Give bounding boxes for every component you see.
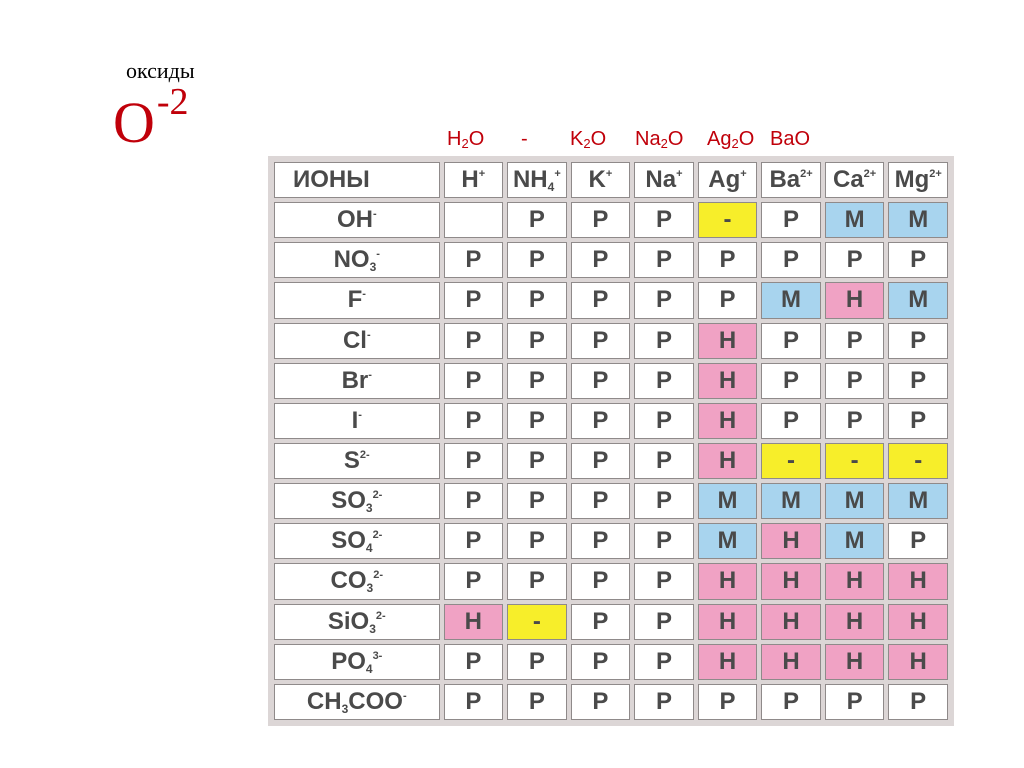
- formula-subscript: 3: [365, 501, 373, 516]
- formula-base: Na: [645, 166, 677, 194]
- solubility-cell: Н: [761, 604, 821, 640]
- table-row: [274, 242, 948, 278]
- solubility-cell: Н: [698, 403, 758, 439]
- formula-base: K: [588, 166, 606, 194]
- formula-subscript: 2: [660, 136, 668, 151]
- formula-charge: 2+: [800, 168, 813, 181]
- table-row: [274, 403, 948, 439]
- solubility-cell: Р: [507, 523, 567, 559]
- anion-header: [274, 443, 440, 479]
- solubility-cell: Р: [571, 403, 631, 439]
- solubility-cell: Р: [698, 282, 758, 318]
- formula-base: I: [351, 406, 359, 434]
- solubility-cell: Р: [634, 403, 694, 439]
- formula-base: NO: [333, 246, 370, 274]
- solubility-cell: Р: [571, 684, 631, 720]
- solubility-cell: М: [698, 523, 758, 559]
- solubility-cell: Р: [634, 282, 694, 318]
- formula-base: Ca: [832, 166, 864, 194]
- formula-subscript: 2: [583, 136, 591, 151]
- solubility-cell: Р: [634, 644, 694, 680]
- slide-subtitle: оксиды: [126, 58, 195, 83]
- formula-charge: -: [368, 368, 372, 381]
- solubility-cell: Н: [825, 282, 885, 318]
- solubility-cell: Р: [825, 323, 885, 359]
- formula-charge: 2-: [373, 569, 383, 582]
- formula-base: K: [570, 128, 584, 150]
- solubility-cell: Р: [698, 242, 758, 278]
- anion-header: [274, 483, 440, 519]
- solubility-cell: Н: [825, 644, 885, 680]
- formula-base: SiO: [327, 607, 370, 635]
- solubility-cell: Р: [761, 403, 821, 439]
- solubility-cell: Р: [507, 684, 567, 720]
- solubility-cell: Р: [761, 363, 821, 399]
- solubility-cell: Р: [507, 483, 567, 519]
- oxide-label: [635, 128, 683, 151]
- table-row: [274, 644, 948, 680]
- table-row: [274, 483, 948, 519]
- formula-charge: 3-: [372, 649, 383, 662]
- solubility-cell: Р: [507, 443, 567, 479]
- formula-base: NH: [512, 166, 548, 194]
- solubility-cell: Р: [571, 523, 631, 559]
- solubility-cell: Р: [507, 202, 567, 238]
- formula-tail: O: [590, 128, 607, 150]
- formula-subscript: 3: [369, 260, 377, 275]
- formula-base: -: [521, 128, 528, 150]
- solubility-cell: Р: [444, 483, 504, 519]
- cation-header: [825, 162, 885, 198]
- solubility-cell: М: [888, 282, 948, 318]
- solubility-table: [268, 156, 954, 726]
- table-row: [274, 323, 948, 359]
- formula-base: OH: [336, 206, 373, 234]
- anion-header: [274, 644, 440, 680]
- solubility-cell: Р: [507, 644, 567, 680]
- formula-base: PO: [331, 647, 366, 675]
- solubility-cell: Н: [698, 363, 758, 399]
- solubility-cell: Р: [634, 563, 694, 599]
- solubility-cell: Р: [444, 443, 504, 479]
- formula-charge: +: [605, 168, 613, 181]
- cation-header: [634, 162, 694, 198]
- solubility-cell: Р: [825, 684, 885, 720]
- formula-base: H: [447, 128, 462, 150]
- formula-base: CH: [306, 687, 342, 715]
- anion-header: [274, 282, 440, 318]
- formula-base: Na: [635, 128, 661, 150]
- formula-base: F: [347, 286, 363, 314]
- anion-header: [274, 242, 440, 278]
- formula-subscript: 4: [547, 180, 555, 195]
- solubility-cell: Р: [571, 202, 631, 238]
- solubility-cell: Р: [634, 483, 694, 519]
- solubility-cell: Р: [444, 363, 504, 399]
- formula-charge: 2+: [929, 168, 942, 181]
- formula-base: Br: [341, 366, 369, 394]
- anion-header: [274, 604, 440, 640]
- corner-cell: ИОНЫ: [274, 162, 440, 198]
- solubility-cell: Р: [444, 282, 504, 318]
- formula-base: SO: [331, 487, 366, 515]
- solubility-cell: -: [825, 443, 885, 479]
- solubility-cell: М: [825, 483, 885, 519]
- formula-charge: -: [402, 689, 407, 702]
- solubility-cell: М: [888, 483, 948, 519]
- solubility-cell: Р: [634, 523, 694, 559]
- anion-header: [274, 684, 440, 720]
- solubility-cell: Р: [634, 443, 694, 479]
- solubility-cell: Р: [888, 403, 948, 439]
- formula-charge: -: [376, 248, 380, 261]
- table-row: [274, 282, 948, 318]
- formula-subscript: 2: [731, 136, 739, 151]
- formula-base: Ag: [708, 166, 741, 194]
- solubility-cell: Р: [444, 523, 504, 559]
- table-row: [274, 363, 948, 399]
- oxide-label: [521, 128, 528, 151]
- formula-subscript: 3: [341, 701, 349, 716]
- solubility-cell: Р: [634, 242, 694, 278]
- solubility-cell: Р: [444, 684, 504, 720]
- formula-base: Ba: [769, 166, 801, 194]
- oxide-label: [447, 128, 484, 151]
- anion-header: [274, 323, 440, 359]
- cation-header: [761, 162, 821, 198]
- solubility-cell: Н: [698, 563, 758, 599]
- solubility-cell: Р: [634, 684, 694, 720]
- formula-subscript: 2: [461, 136, 469, 151]
- formula-charge: -: [366, 328, 371, 341]
- solubility-cell: Р: [888, 363, 948, 399]
- formula-base: Mg: [894, 166, 930, 194]
- formula-base: BaO: [770, 128, 811, 150]
- formula-tail: O: [468, 128, 485, 150]
- solubility-cell: М: [761, 282, 821, 318]
- solubility-cell: Н: [698, 323, 758, 359]
- slide-heading: [113, 81, 189, 155]
- solubility-cell: -: [507, 604, 567, 640]
- solubility-cell: Р: [634, 323, 694, 359]
- solubility-cell: Р: [571, 323, 631, 359]
- solubility-cell: М: [698, 483, 758, 519]
- formula-base: H: [461, 166, 479, 194]
- solubility-cell: Р: [444, 242, 504, 278]
- solubility-cell: Р: [761, 242, 821, 278]
- formula-subscript: 4: [365, 541, 373, 556]
- solubility-cell: М: [825, 523, 885, 559]
- cation-header: [888, 162, 948, 198]
- formula-tail: O: [738, 128, 755, 150]
- formula-tail: COO: [348, 687, 403, 715]
- anion-header: [274, 403, 440, 439]
- solubility-cell: Н: [698, 644, 758, 680]
- formula-charge: +: [676, 168, 683, 181]
- formula-charge: +: [554, 168, 561, 181]
- formula-charge: -: [372, 208, 377, 221]
- solubility-cell: Р: [507, 363, 567, 399]
- solubility-cell: Р: [888, 523, 948, 559]
- solubility-cell: Н: [888, 604, 948, 640]
- solubility-cell: Р: [571, 604, 631, 640]
- anion-header: [274, 202, 440, 238]
- solubility-cell: Н: [698, 443, 758, 479]
- solubility-cell: Н: [761, 563, 821, 599]
- solubility-cell: Н: [888, 644, 948, 680]
- solubility-cell: Р: [698, 684, 758, 720]
- heading-symbol: O: [113, 90, 155, 155]
- table-row: [274, 684, 948, 720]
- solubility-grid: [270, 158, 952, 724]
- solubility-cell: -: [888, 443, 948, 479]
- solubility-cell: Р: [507, 323, 567, 359]
- solubility-cell: Р: [634, 202, 694, 238]
- solubility-cell: Р: [571, 282, 631, 318]
- table-row: [274, 604, 948, 640]
- formula-charge: 2-: [375, 609, 386, 622]
- solubility-cell: Н: [888, 563, 948, 599]
- table-row: [274, 443, 948, 479]
- cation-header: [571, 162, 631, 198]
- solubility-cell: М: [825, 202, 885, 238]
- formula-charge: 2-: [372, 489, 383, 502]
- solubility-cell: -: [761, 443, 821, 479]
- solubility-cell: Н: [698, 604, 758, 640]
- solubility-cell: Р: [761, 202, 821, 238]
- solubility-cell: Н: [825, 563, 885, 599]
- formula-base: SO: [331, 527, 366, 555]
- solubility-cell: Р: [825, 403, 885, 439]
- table-row: [274, 202, 948, 238]
- solubility-cell: [444, 202, 504, 238]
- solubility-cell: Н: [825, 604, 885, 640]
- solubility-cell: Р: [507, 242, 567, 278]
- table-row: [274, 563, 948, 599]
- solubility-cell: Р: [571, 242, 631, 278]
- solubility-cell: Р: [888, 323, 948, 359]
- formula-base: S: [343, 447, 360, 475]
- formula-charge: 2-: [359, 449, 370, 462]
- solubility-cell: Р: [888, 684, 948, 720]
- oxide-label: [770, 128, 810, 151]
- solubility-cell: Р: [634, 604, 694, 640]
- solubility-cell: Р: [571, 483, 631, 519]
- cation-header: [507, 162, 567, 198]
- formula-subscript: 3: [369, 621, 376, 636]
- formula-charge: +: [478, 168, 486, 181]
- solubility-cell: Р: [825, 242, 885, 278]
- oxide-label: [570, 128, 606, 151]
- formula-charge: +: [740, 168, 747, 181]
- solubility-cell: Р: [507, 282, 567, 318]
- solubility-cell: Р: [571, 443, 631, 479]
- heading-charge: -2: [156, 81, 189, 123]
- anion-header: [274, 363, 440, 399]
- solubility-cell: Р: [507, 403, 567, 439]
- formula-tail: O: [667, 128, 684, 150]
- solubility-cell: Р: [444, 323, 504, 359]
- formula-charge: 2-: [372, 529, 383, 542]
- anion-header: [274, 563, 440, 599]
- solubility-cell: Р: [507, 563, 567, 599]
- solubility-cell: Н: [761, 644, 821, 680]
- solubility-cell: М: [761, 483, 821, 519]
- solubility-cell: Р: [761, 323, 821, 359]
- solubility-cell: Р: [761, 684, 821, 720]
- solubility-cell: Н: [761, 523, 821, 559]
- formula-base: Ag: [707, 128, 732, 150]
- solubility-cell: М: [888, 202, 948, 238]
- formula-subscript: 4: [365, 661, 373, 676]
- solubility-cell: Р: [444, 644, 504, 680]
- cation-header: [698, 162, 758, 198]
- solubility-cell: Р: [825, 363, 885, 399]
- solubility-cell: Н: [444, 604, 504, 640]
- formula-subscript: 3: [366, 581, 374, 596]
- anion-header: [274, 523, 440, 559]
- formula-charge: -: [358, 408, 362, 421]
- cation-header: [444, 162, 504, 198]
- formula-charge: 2+: [863, 168, 877, 181]
- formula-base: Cl: [342, 326, 367, 354]
- solubility-cell: Р: [571, 563, 631, 599]
- solubility-cell: Р: [444, 403, 504, 439]
- formula-charge: -: [362, 288, 366, 301]
- header-row: [274, 162, 948, 198]
- solubility-cell: Р: [888, 242, 948, 278]
- solubility-cell: Р: [571, 363, 631, 399]
- formula-base: CO: [330, 567, 367, 595]
- solubility-cell: Р: [634, 363, 694, 399]
- oxide-label: [707, 128, 754, 151]
- solubility-cell: Р: [571, 644, 631, 680]
- solubility-cell: -: [698, 202, 758, 238]
- table-row: [274, 523, 948, 559]
- solubility-cell: Р: [444, 563, 504, 599]
